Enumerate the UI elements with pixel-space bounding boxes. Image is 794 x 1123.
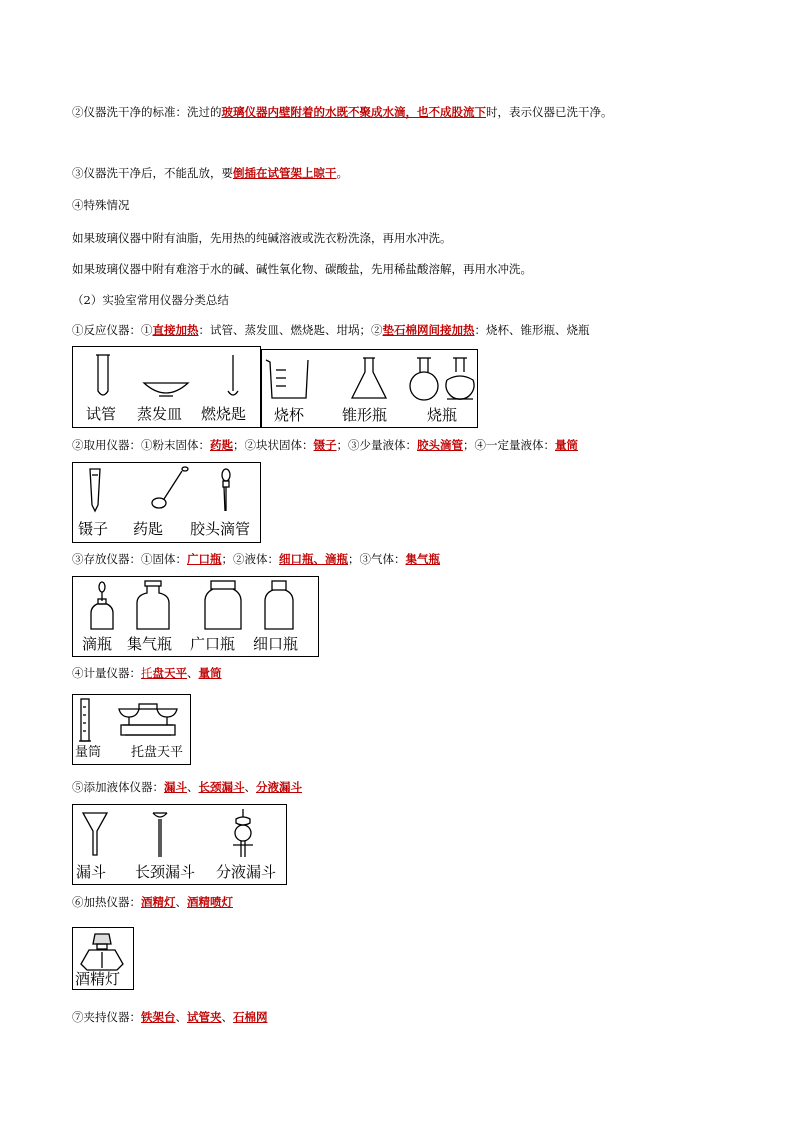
figure-taking: [72, 462, 261, 543]
reaction-line: [72, 322, 590, 338]
highlight-text: 药匙: [210, 438, 233, 452]
paragraph-insoluble: 如果玻璃仪器中附有难溶于水的碱、碱性氧化物、碳酸盐，先用稀盐酸溶解，再用水冲洗。: [72, 262, 532, 276]
caption-separatory-funnel: 分液漏斗: [216, 863, 277, 881]
highlight-text: 酒精灯: [141, 895, 176, 909]
caption-spatula: 药匙: [133, 520, 164, 538]
caption-dropper: 胶头滴管: [190, 520, 251, 538]
caption-balance: 托盘天平: [131, 745, 184, 760]
text: ⑥加热仪器：: [72, 895, 141, 909]
caption-dropper-bottle: 滴瓶: [82, 635, 113, 653]
caption-long-neck-funnel: 长颈漏斗: [135, 863, 196, 881]
heating-line: [72, 894, 233, 910]
text: ②取用仪器：①粉末固体：: [72, 438, 210, 452]
text: ③存放仪器：①固体：: [72, 552, 187, 566]
text: ①反应仪器：①: [72, 323, 153, 337]
text: 盘天平: [152, 666, 187, 680]
figure-direct-heating: [72, 346, 261, 428]
caption-beaker: 烧杯: [274, 406, 305, 424]
text: 托: [141, 666, 153, 680]
text: ②仪器洗干净的标准：洗过的: [72, 105, 222, 119]
holding-line: [72, 1009, 268, 1025]
highlight-text: 漏斗: [164, 780, 187, 794]
highlight-text: 玻璃仪器内壁附着的水既不聚成水滴，也不成股流下: [221, 105, 486, 119]
paragraph-clean-standard: [72, 104, 613, 120]
text: ：烧杯、锥形瓶、烧瓶: [474, 323, 590, 337]
text: ：试管、蒸发皿、燃烧匙、坩埚；②: [198, 323, 383, 337]
figure-storage: [72, 576, 319, 657]
taking-line: [72, 437, 578, 453]
highlight-text: 胶头滴管: [417, 438, 463, 452]
caption-test-tube: 试管: [86, 405, 117, 423]
text: ；②块状固体：: [233, 438, 314, 452]
highlight-text: 酒精喷灯: [187, 895, 233, 909]
text: 时，表示仪器已洗干净。: [486, 105, 613, 119]
adding-line: [72, 779, 302, 795]
highlight-text: 镊子: [313, 438, 337, 452]
paragraph-after-clean: [72, 165, 348, 181]
text: 、: [175, 1010, 187, 1024]
highlight-text: 细口瓶、滴瓶: [279, 552, 348, 566]
text: ③仪器洗干净后，不能乱放，要: [72, 166, 233, 180]
highlight-text: 长颈漏斗: [198, 780, 245, 794]
section-title: （2）实验室常用仪器分类总结: [72, 293, 229, 307]
figure-measuring: [72, 694, 191, 765]
caption-alcohol-lamp: 酒精灯: [75, 970, 121, 988]
caption-evaporating-dish: 蒸发皿: [137, 405, 183, 423]
figure-indirect-heating: [261, 349, 478, 428]
highlight-text: 集气瓶: [405, 552, 440, 566]
text: 、: [187, 666, 199, 680]
measuring-line: [72, 665, 222, 681]
caption-flask: 烧瓶: [427, 406, 458, 424]
highlight-text: 分液漏斗: [256, 780, 302, 794]
text: 、: [187, 780, 199, 794]
highlight-text: 直接加热: [152, 323, 199, 337]
caption-funnel: 漏斗: [76, 863, 107, 881]
figure-adding: [72, 804, 287, 885]
text: ；③气体：: [348, 552, 406, 566]
highlight-text: 垫石棉网间接加热: [382, 323, 475, 337]
text: 、: [244, 780, 256, 794]
caption-combustion-spoon: 燃烧匙: [201, 405, 247, 423]
text: 、: [221, 1010, 233, 1024]
highlight-text: 铁架台: [141, 1010, 176, 1024]
caption-measuring-cylinder: 量筒: [75, 745, 102, 760]
text: ⑦夹持仪器：: [72, 1010, 141, 1024]
text: 。: [336, 166, 348, 180]
caption-narrow-mouth-bottle: 细口瓶: [253, 635, 299, 653]
highlight-text: 量筒: [555, 438, 578, 452]
text: ；②液体：: [221, 552, 279, 566]
highlight-text: 石棉网: [233, 1010, 268, 1024]
paragraph-grease: 如果玻璃仪器中附有油脂，先用热的纯碱溶液或洗衣粉洗涤，再用水冲洗。: [72, 231, 452, 245]
highlight-text: 试管夹: [187, 1010, 222, 1024]
caption-wide-mouth-bottle: 广口瓶: [190, 635, 236, 653]
storage-line: [72, 551, 440, 567]
caption-gas-bottle: 集气瓶: [127, 635, 173, 653]
text: ⑤添加液体仪器：: [72, 780, 164, 794]
figure-heating: [72, 927, 134, 990]
text: ；④一定量液体：: [463, 438, 555, 452]
highlight-text: 广口瓶: [187, 552, 222, 566]
text: ；③少量液体：: [336, 438, 417, 452]
caption-conical-flask: 锥形瓶: [342, 406, 388, 424]
text: 、: [175, 895, 187, 909]
highlight-text: [141, 666, 187, 680]
highlight-text: 量筒: [198, 666, 222, 680]
caption-tweezers: 镊子: [78, 520, 109, 538]
text: ④计量仪器：: [72, 666, 141, 680]
special-title: ④特殊情况: [72, 198, 130, 212]
highlight-text: 倒插在试管架上晾干: [233, 166, 337, 180]
